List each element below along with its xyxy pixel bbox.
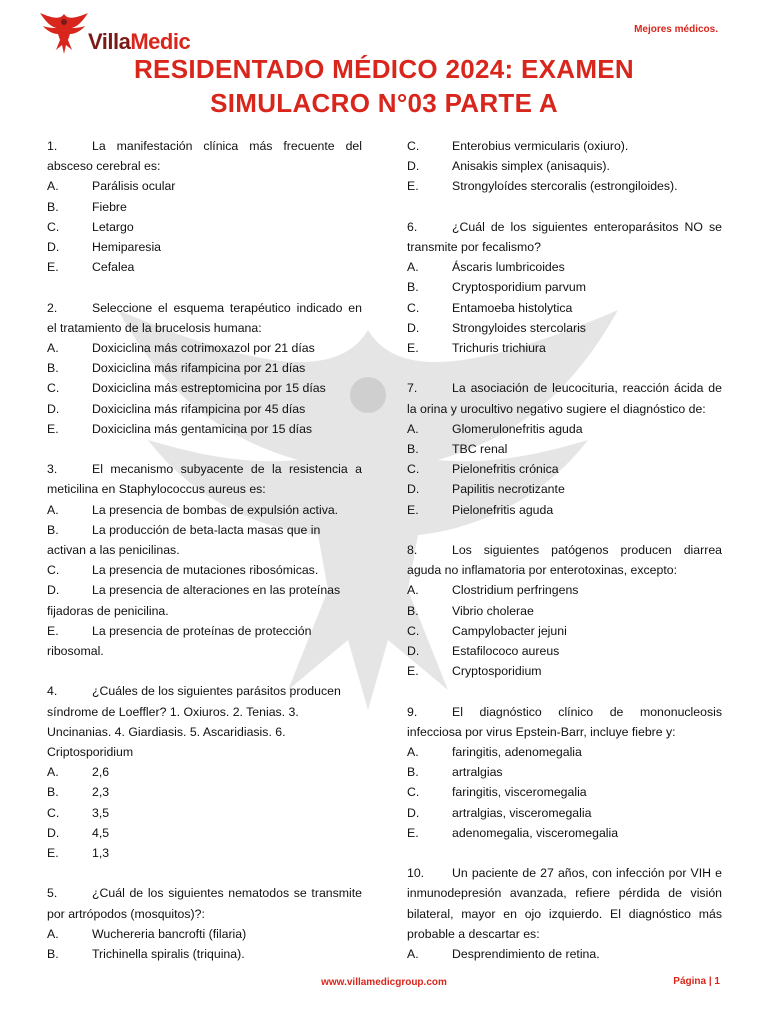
question-number: 9. [407,704,418,719]
option: E. Doxiciclina más gentamicina por 15 días [47,421,313,436]
question-number: 1. [47,139,58,153]
option: A. Doxiciclina más cotrimoxazol por 21 días [47,341,315,356]
option: B. Trichinella spiralis (triquina). [47,947,245,962]
question-text-line: síndrome de Loeffler? 1. Oxiuros. 2. Tenias. 3. [47,704,299,719]
option: B. Fiebre [47,199,127,214]
footer-website-link[interactable]: www.villamedicgroup.com [321,977,447,988]
option: E. Cefalea [47,260,135,275]
option-continuation: activan a las penicilinas. [47,543,180,558]
question-text: El mecanismo subyacente de la resistencia a meticilina en Staphylococcus aureus es: [47,462,362,497]
question-text: Los siguientes patógenos producen diarrea aguda no inflamatoria por enterotoxinas, excepto: [407,543,722,578]
option: E. Strongyloídes stercoralis (estrongiloides). [407,179,678,194]
question-number: 10. [407,866,425,881]
option: D. artralgias, visceromegalia [407,805,592,820]
option: A. Wuchereria bancrofti (filaria) [47,926,247,941]
tagline: Mejores médicos. [634,24,718,35]
question-text: Seleccione el esquema terapéutico indicado en el tratamiento de la brucelosis humana: [47,300,362,335]
option: B. Doxiciclina más rifampicina por 21 días [47,361,306,376]
logo-medic-text: Medic [130,29,191,54]
option: C. Letargo [47,219,134,234]
option: E. Trichuris trichiura [407,341,546,356]
question-text: ¿Cuál de los siguientes enteroparásitos NO se transmite por fecalismo? [407,219,722,254]
option: A. Áscaris lumbricoides [407,260,565,275]
option: C. Pielonefritis crónica [407,462,559,477]
question-1 [47,136,362,277]
left-column [47,136,362,984]
option: E. Pielonefritis aguda [407,502,554,517]
question-number: 8. [407,543,418,558]
question-9 [407,702,722,843]
option: E. 1,3 [47,846,110,861]
question-number: 3. [47,462,58,477]
question-text: Un paciente de 27 años, con infección por VIH e inmunodepresión avanzada, refiere pérdida de visión bilateral, mayor en ojo izquierdo. El diagnóstico más probable a descartar es: [407,866,722,941]
option: B. Vibrio cholerae [407,603,534,618]
question-text-line: Uncinanias. 4. Giardiasis. 5. Ascaridiasis. 6. [47,724,286,739]
option: C. Campylobacter jejuni [407,623,567,638]
question-text: ¿Cuál de los siguientes nematodos se transmite por artrópodos (mosquitos)?: [47,886,362,921]
option: D. Strongyloides stercolaris [407,320,586,335]
option: D. La presencia de alteraciones en las proteínas [47,583,341,598]
question-text: La asociación de leucocituria, reacción ácida de la orina y urocultivo negativo sugiere el diagnóstico de: [407,381,722,416]
option: A. Desprendimiento de retina. [407,947,600,962]
question-text-line: Criptosporidium [47,745,134,760]
question-number: 6. [407,219,418,234]
question-4 [47,681,362,863]
option: B. artralgias [407,765,503,780]
option: D. Papilitis necrotizante [407,482,565,497]
option: D. Doxiciclina más rifampicina por 45 días [47,401,306,416]
option: B. Cryptosporidium parvum [407,280,586,295]
question-10 [407,863,722,964]
right-column [407,136,722,984]
option: A. Clostridium perfringens [407,583,579,598]
question-number: 2. [47,300,58,315]
question-number: 4. [47,684,58,699]
option: E. adenomegalia, visceromegalia [407,825,619,840]
option: E. La presencia de proteínas de protección [47,623,312,638]
question-5 [47,883,362,964]
option: A. 2,6 [47,765,110,780]
option: C. Enterobius vermicularis (oxiuro). [407,139,629,153]
option: A. faringitis, adenomegalia [407,745,582,760]
option: C. 3,5 [47,805,110,820]
option: A. Glomerulonefritis aguda [407,421,583,436]
option: B. La producción de beta-lacta masas que in [47,522,321,537]
logo-villa-text: Villa [88,29,131,54]
option: E. Cryptosporidium [407,664,542,679]
option: A. La presencia de bombas de expulsión activa. [47,502,339,517]
option: C. Doxiciclina más estreptomicina por 15 días [47,381,326,396]
question-6 [407,217,722,358]
question-text: La manifestación clínica más frecuente del absceso cerebral es: [47,139,362,174]
option-continuation: ribosomal. [47,644,104,659]
question-7 [407,378,722,519]
page-title [0,52,768,120]
question-number: 5. [47,886,58,901]
option: D. 4,5 [47,825,110,840]
question-2 [47,298,362,439]
option: B. TBC renal [407,442,508,457]
option: D. Anisakis simplex (anisaquis). [407,159,610,174]
option-continuation: fijadoras de penicilina. [47,603,169,618]
option: D. Estafilococo aureus [407,644,560,659]
question-5-continued [407,136,722,197]
phoenix-logo-icon [38,10,90,56]
villamedic-logo [38,10,198,58]
question-text: ¿Cuáles de los siguientes parásitos producen [92,684,341,699]
option: C. faringitis, visceromegalia [407,785,587,800]
option: D. Hemiparesia [47,240,162,255]
option: C. La presencia de mutaciones ribosómicas. [47,563,319,578]
question-8 [407,540,722,681]
title-line-1: RESIDENTADO MÉDICO 2024: EXAMEN [133,54,634,84]
page-number: Página | 1 [673,976,720,987]
question-3 [47,459,362,661]
option: A. Parálisis ocular [47,179,176,194]
option: C. Entamoeba histolytica [407,300,573,315]
question-number: 7. [407,381,418,396]
title-line-2: SIMULACRO N°03 PARTE A [210,88,558,118]
question-text: El diagnóstico clínico de mononucleosis infecciosa por virus Epstein-Barr, incluye fiebre y: [407,704,722,739]
option: B. 2,3 [47,785,110,800]
